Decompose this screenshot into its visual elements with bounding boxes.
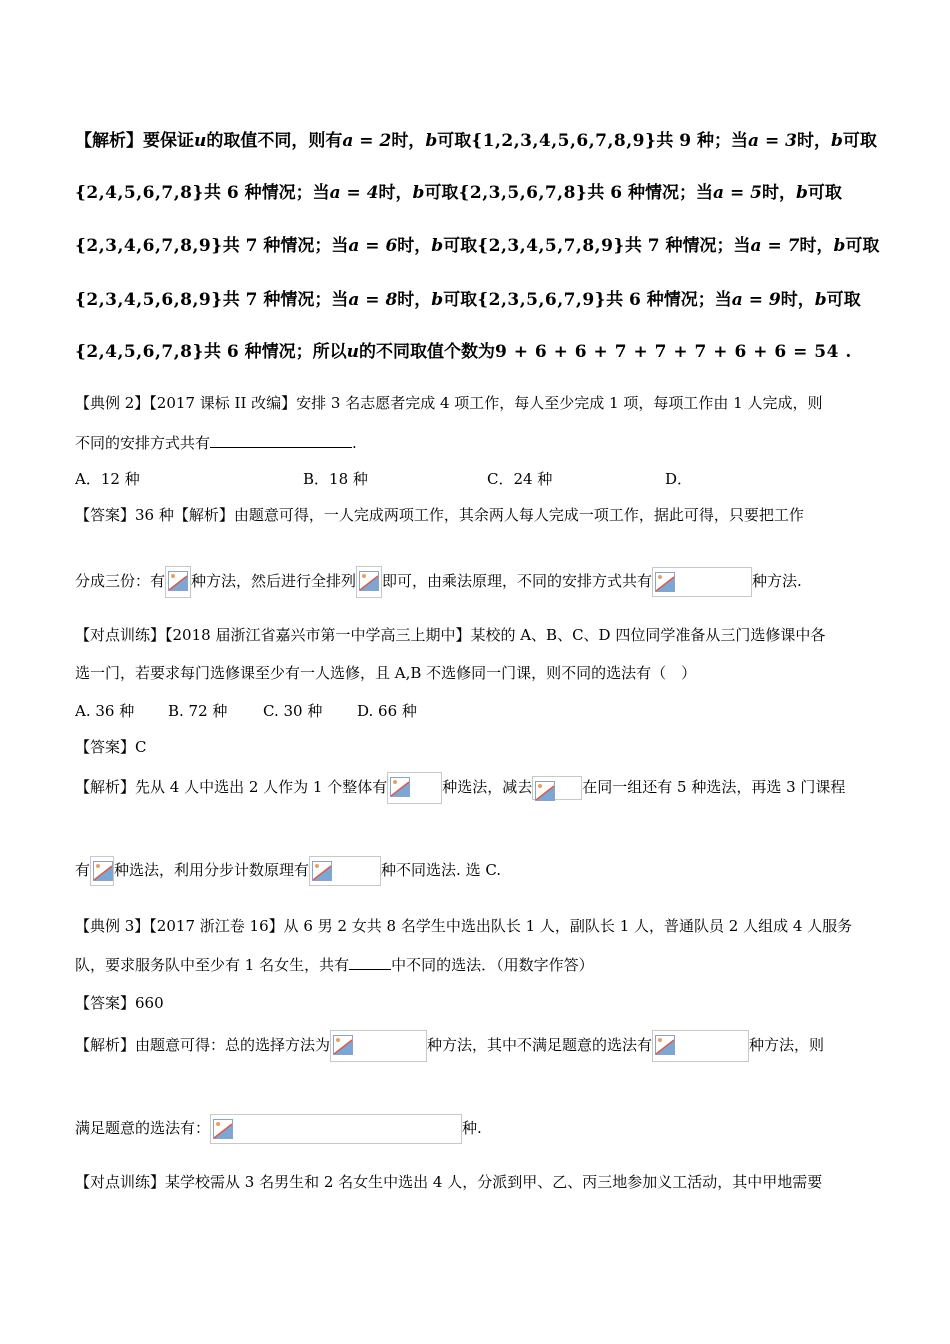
option-b: B. 72 种 <box>168 702 228 720</box>
broken-image-icon <box>93 861 113 881</box>
training1-question-line-2: 选一门，若要求每门选修课至少有一人选修，且 A,B 不选修同一门课，则不同的选法有（ ） <box>75 664 697 682</box>
option-c: C. 30 种 <box>263 702 323 720</box>
broken-image-icon <box>655 1035 675 1055</box>
broken-image-icon <box>655 572 675 592</box>
training2-question-line-1: 【对点训练】某学校需从 3 名男生和 2 名女生中选出 4 人，分派到甲、乙、丙三地参加义工活动，其中甲地需要 <box>75 1173 823 1191</box>
option-d: D． <box>665 470 693 488</box>
formula-image <box>356 566 382 598</box>
analysis-line-5: {2,4,5,6,7,8}共 6 种情况；所以u的不同取值个数为9 + 6 + 6 + 7 + 7 + 7 + 6 + 6 = 54 . <box>75 342 852 362</box>
training1-question-line-1: 【对点训练】【2018 届浙江省嘉兴市第一中学高三上期中】某校的 A、B、C、D 四位同学准备从三门选修课中各 <box>75 626 826 644</box>
example3-question-line-2: 队，要求服务队中至少有 1 名女生，共有 中不同的选法．（用数字作答） <box>75 956 594 974</box>
formula-image <box>532 776 582 800</box>
broken-image-icon <box>213 1119 233 1139</box>
broken-image-icon <box>535 781 555 801</box>
training1-analysis-line-2: 有 种选法，利用分步计数原理有 种不同选法. 选 C. <box>75 856 501 886</box>
formula-image <box>210 1114 462 1144</box>
example3-analysis-line-2: 满足题意的选法有： 种. <box>75 1114 482 1144</box>
example2-options <box>75 469 692 489</box>
formula-image <box>165 566 191 598</box>
example2-question-line-2: 不同的安排方式共有 . <box>75 431 357 453</box>
answer-blank <box>210 431 352 448</box>
answer-blank <box>349 955 391 970</box>
example3-question-line-1: 【典例 3】【2017 浙江卷 16】从 6 男 2 女共 8 名学生中选出队长 1 人，副队长 1 人，普通队员 2 人组成 4 人服务 <box>75 917 853 935</box>
example3-answer: 【答案】660 <box>75 994 164 1012</box>
option-a: A. 36 种 <box>75 702 135 720</box>
broken-image-icon <box>333 1035 353 1055</box>
training1-analysis-line-1: 【解析】先从 4 人中选出 2 人作为 1 个整体有 种选法，减去 在同一组还有 5 种选法，再选 3 门课程 <box>75 772 845 804</box>
example3-analysis-line-1: 【解析】由题意可得：总的选择方法为 种方法，其中不满足题意的选法有 种方法，则 <box>75 1030 824 1062</box>
example2-answer-line: 【答案】36 种【解析】由题意可得，一人完成两项工作，其余两人每人完成一项工作，据此可得，只要把工作 <box>75 506 804 524</box>
analysis-line-3: {2,3,4,6,7,8,9}共 7 种情况；当a = 6时，b可取{2,3,4,5,7,8,9}共 7 种情况；当a = 7时，b可取 <box>75 236 880 256</box>
example2-split-line: 分成三份：有 种方法，然后进行全排列 即可，由乘法原理，不同的安排方式共有 种方法. <box>75 566 802 598</box>
formula-image <box>652 567 752 597</box>
analysis-line-1: 【解析】要保证u的取值不同，则有a = 2时，b可取{1,2,3,4,5,6,7,8,9}共 9 种；当a = 3时，b可取 <box>75 131 877 151</box>
formula-image <box>652 1030 749 1062</box>
broken-image-icon <box>359 571 379 591</box>
formula-image <box>330 1030 427 1062</box>
option-a: A．12 种 <box>75 470 140 488</box>
analysis-line-4: {2,3,4,5,6,8,9}共 7 种情况；当a = 8时，b可取{2,3,5,6,7,9}共 6 种情况；当a = 9时，b可取 <box>75 290 861 310</box>
option-c: C．24 种 <box>487 470 553 488</box>
option-b: B．18 种 <box>303 470 368 488</box>
training1-options <box>75 701 417 721</box>
broken-image-icon <box>390 777 410 797</box>
formula-image <box>309 856 381 886</box>
broken-image-icon <box>168 571 188 591</box>
broken-image-icon <box>312 861 332 881</box>
training1-answer: 【答案】C <box>75 738 147 756</box>
formula-image <box>387 772 442 804</box>
option-d: D. 66 种 <box>357 702 417 720</box>
example2-question-line-1: 【典例 2】【2017 课标 II 改编】安排 3 名志愿者完成 4 项工作，每人至少完成 1 项，每项工作由 1 人完成，则 <box>75 394 823 412</box>
formula-image <box>90 856 114 886</box>
analysis-line-2: {2,4,5,6,7,8}共 6 种情况；当a = 4时，b可取{2,3,5,6,7,8}共 6 种情况；当a = 5时，b可取 <box>75 183 842 203</box>
